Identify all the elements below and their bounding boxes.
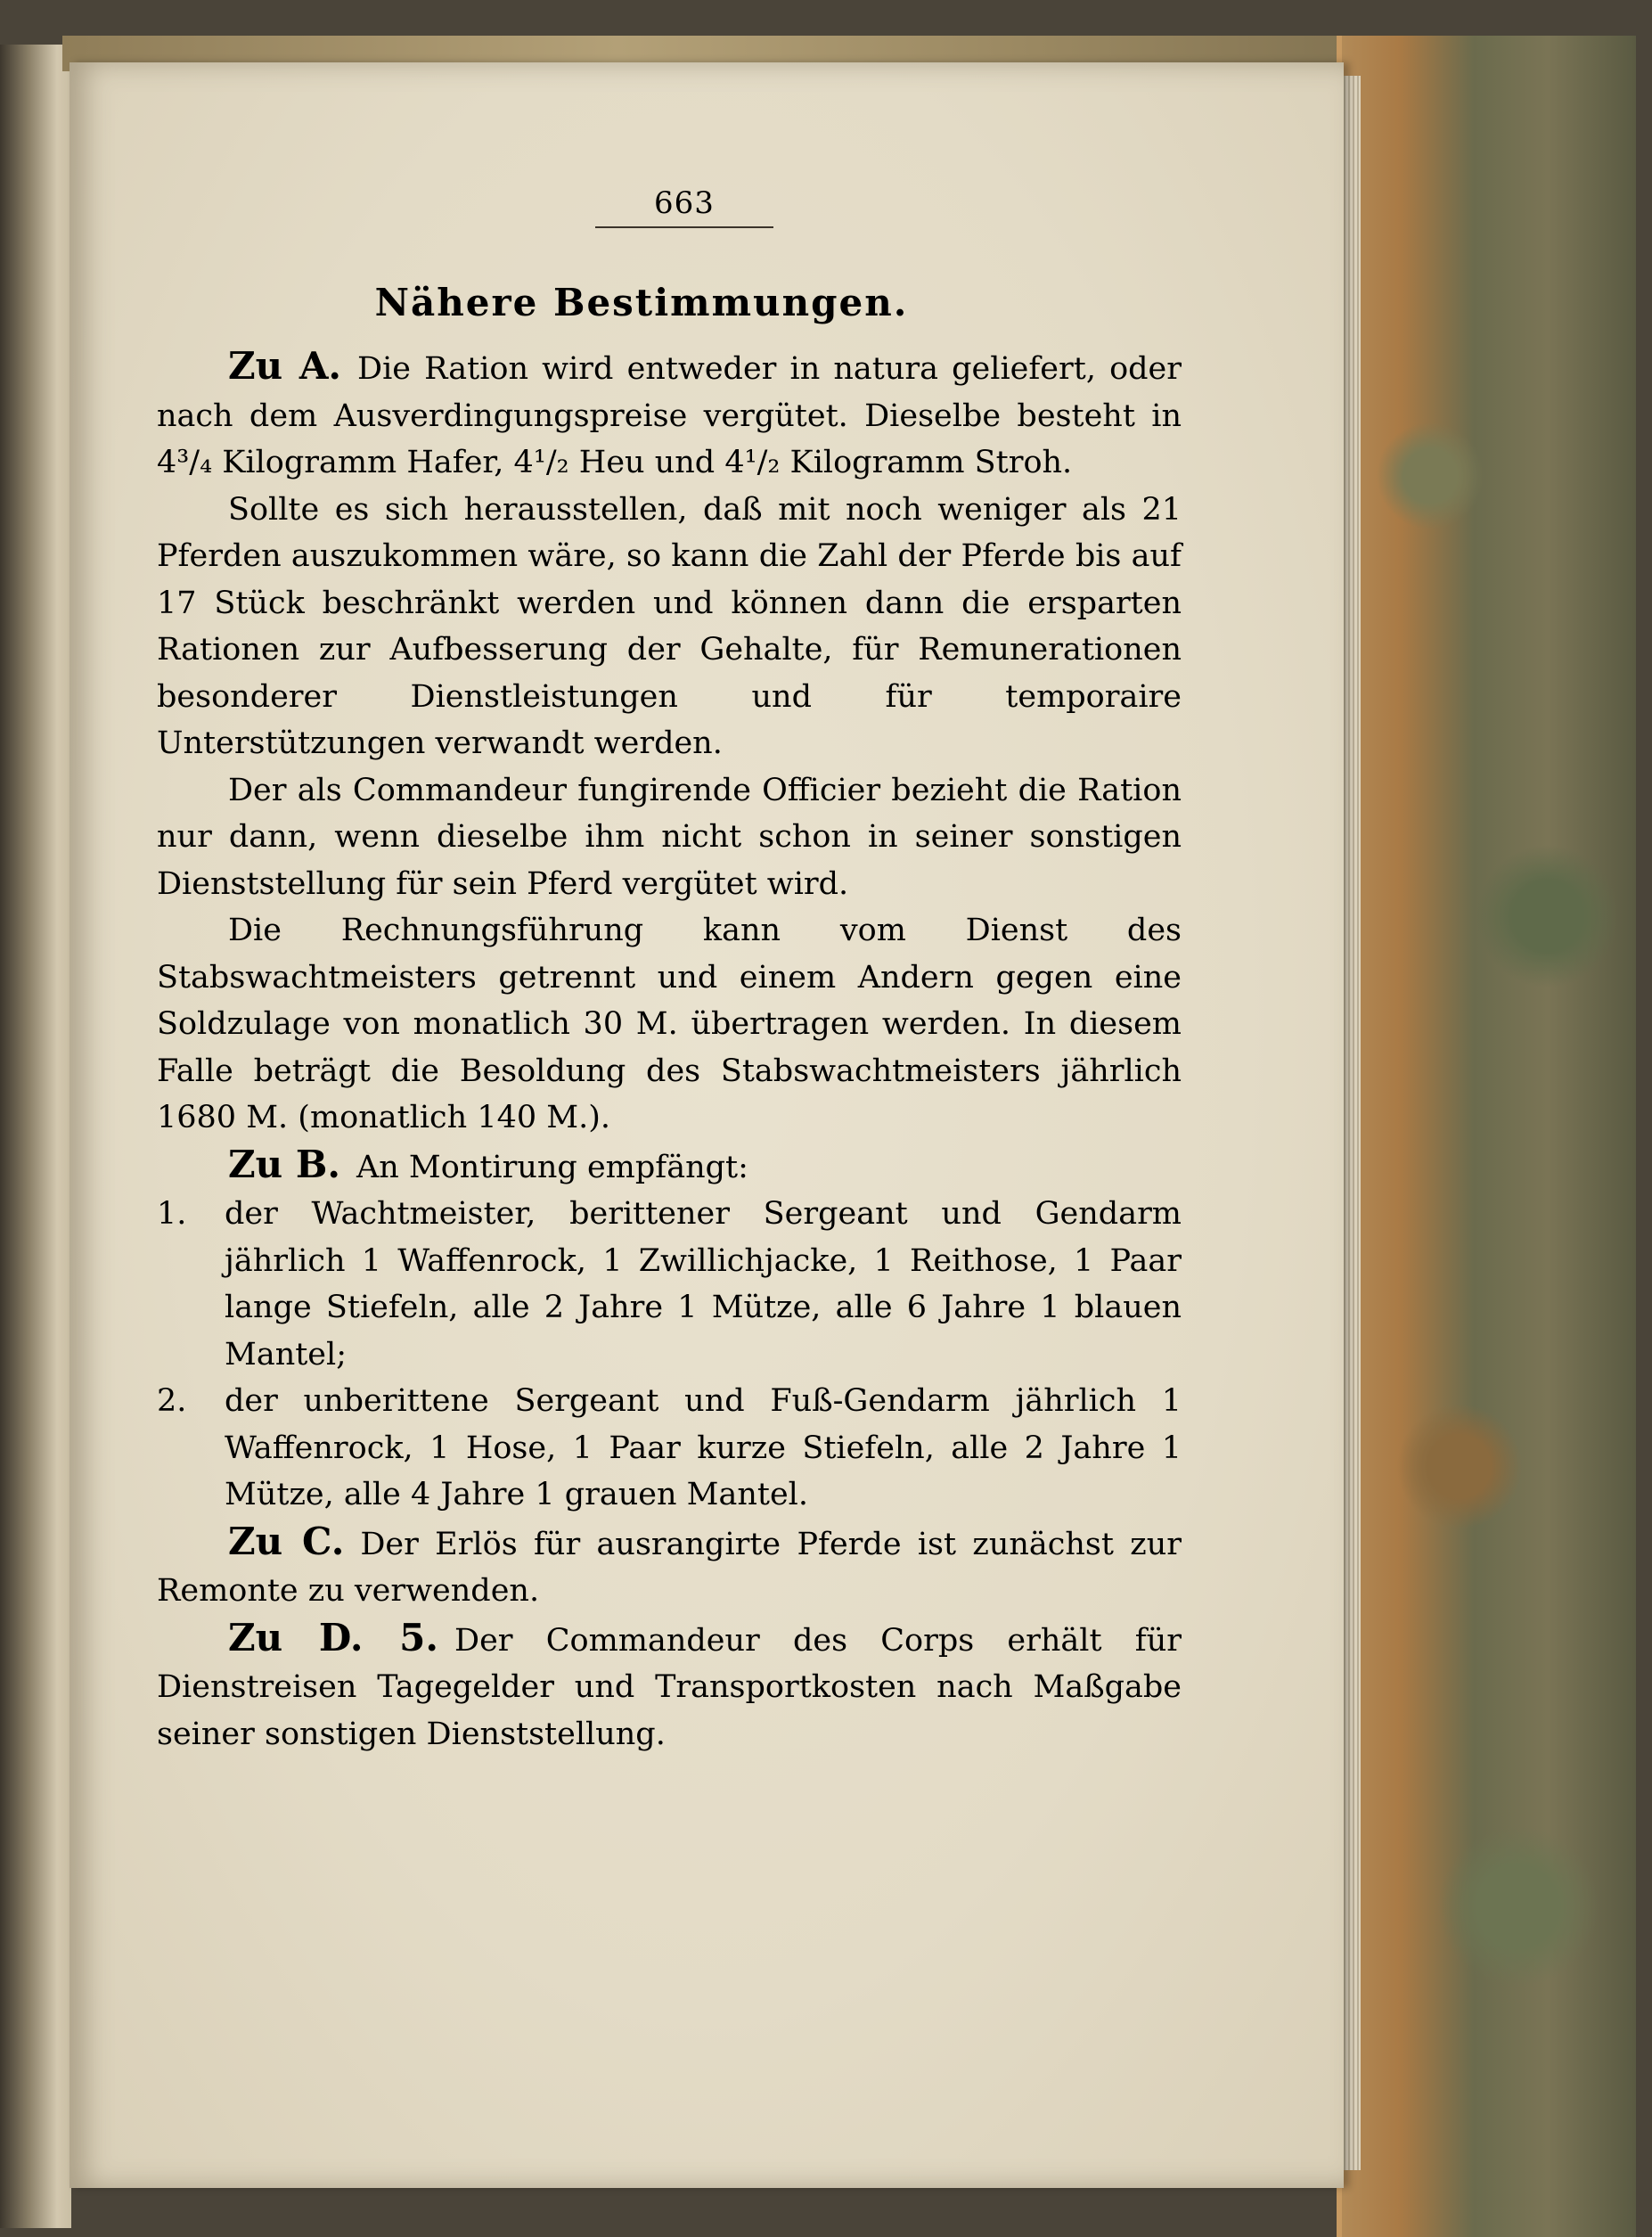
- list-item: [157, 1191, 1182, 1378]
- facing-page-edge: [0, 45, 71, 2228]
- list-item-number: 1.: [157, 1196, 187, 1232]
- lead-zu-c: Zu C.: [228, 1519, 345, 1563]
- lead-zu-b: Zu B.: [228, 1142, 340, 1186]
- paragraph-c-text: Der Erlös für ausrangirte Pferde ist zunächst zur Remonte zu verwenden.: [157, 1526, 1182, 1609]
- lead-zu-a: Zu A.: [228, 344, 342, 388]
- page-number: 663: [595, 185, 773, 228]
- paragraph-a-3: Der als Commandeur fungirende Officier bezieht die Ration nur dann, wenn dieselbe ihm nicht schon in seiner sonstigen Dienststellung für sein Pferd vergütet wird.: [157, 772, 1182, 902]
- paragraph-b: [157, 1142, 1182, 1192]
- list-item-number: 2.: [157, 1383, 187, 1419]
- lead-zu-d: Zu D. 5.: [228, 1615, 439, 1659]
- page-body: [157, 343, 1182, 1758]
- paragraph-d: [157, 1615, 1182, 1758]
- paragraph-a-1: [157, 343, 1182, 487]
- list-item-text: der Wachtmeister, berittener Sergeant und Gendarm jährlich 1 Waffenrock, 1 Zwillichjacke, 1 Reithose, 1 Paar lange Stiefeln, alle 2 Jahre 1 Mütze, alle 6 Jahre 1 blauen Mantel;: [225, 1196, 1182, 1373]
- paragraph-b-intro: An Montirung empfängt:: [356, 1149, 748, 1185]
- page-stack-edge: [1341, 76, 1361, 2170]
- paragraph-a-1-text: Die Ration wird entweder in natura geliefert, oder nach dem Ausverdingungspreise vergütet. Dieselbe besteht in 4³/₄ Kilogramm Hafer, 4¹/₂ Heu und 4¹/₂ Kilogramm Stroh.: [157, 351, 1182, 480]
- paragraph-a-2: Sollte es sich herausstellen, daß mit noch weniger als 21 Pferden auszukommen wäre, so kann die Zahl der Pferde bis auf 17 Stück beschränkt werden und können dann die ersparten Rationen zur Aufbesserung der Gehalte, für Remunerationen besonderer Dienstleistungen und für temporaire Unterstützungen verwandt werden.: [157, 491, 1182, 761]
- marbled-cover: [1337, 36, 1636, 2237]
- list-item: [157, 1378, 1182, 1519]
- paragraph-a-4: Die Rechnungsführung kann vom Dienst des Stabswachtmeisters getrennt und einem Andern gegen eine Soldzulage von monatlich 30 M. übertragen werden. In diesem Falle beträgt die Besoldung des Stabswachtmeisters jährlich 1680 M. (monatlich 140 M.).: [157, 913, 1182, 1135]
- paragraph-d-text: Der Commandeur des Corps erhält für Dienstreisen Tagegelder und Transportkosten nach Maßgabe seiner sonstigen Dienststellung.: [157, 1622, 1182, 1752]
- paragraph-c: [157, 1519, 1182, 1615]
- list-item-text: der unberittene Sergeant und Fuß-Gendarm jährlich 1 Waffenrock, 1 Hose, 1 Paar kurze Stiefeln, alle 2 Jahre 1 Mütze, alle 4 Jahre 1 grauen Mantel.: [225, 1383, 1182, 1512]
- section-heading: Nähere Bestimmungen.: [374, 281, 909, 324]
